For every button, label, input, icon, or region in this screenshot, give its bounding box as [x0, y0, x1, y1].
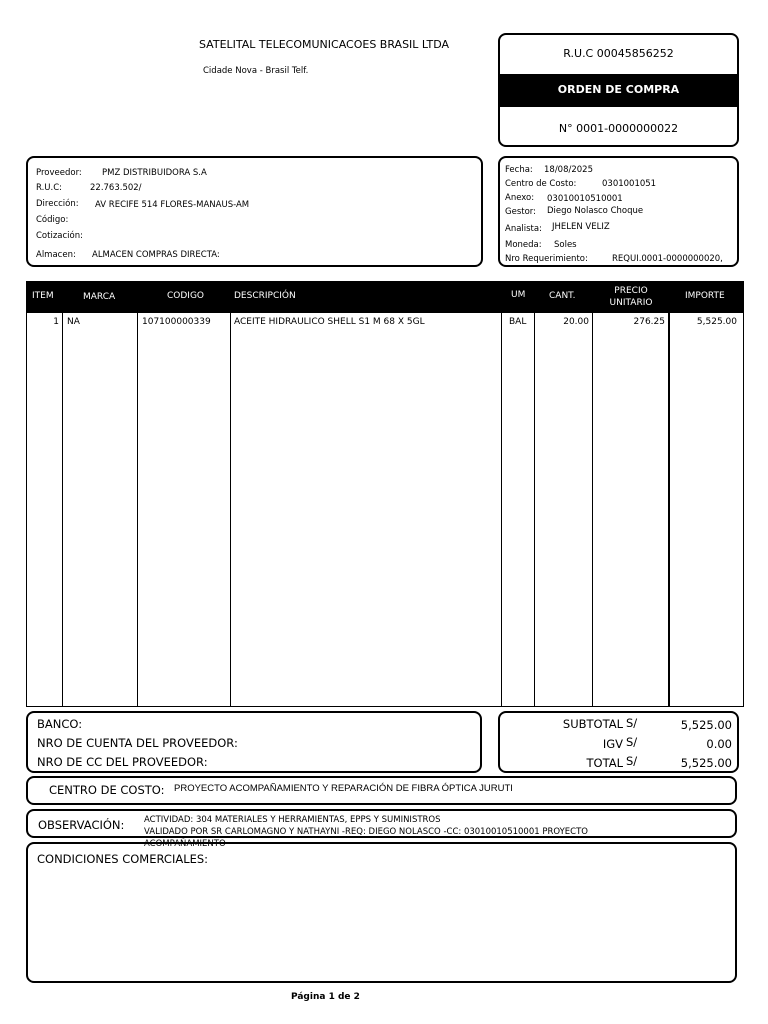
fecha-value: 18/08/2025 [544, 165, 593, 175]
cost-center-label: CENTRO DE COSTO: [49, 783, 165, 797]
items-table-header [27, 282, 743, 313]
igv-currency: S/ [626, 735, 638, 749]
total-currency: S/ [626, 754, 638, 768]
proveedor-value: PMZ DISTRIBUIDORA S.A [102, 168, 207, 178]
order-header-box [498, 33, 739, 147]
total-label: TOTAL [586, 756, 623, 770]
company-ruc: R.U.C 00045856252 [563, 47, 674, 60]
observation-line-3: ACOMPAÑAMIENTO [144, 839, 226, 849]
totals-box [498, 711, 739, 773]
cost-center-box [26, 776, 737, 805]
page-number: Página 1 de 2 [291, 992, 360, 1002]
centro-costo-value: 0301001051 [602, 179, 657, 189]
subtotal-value: 5,525.00 [680, 718, 732, 732]
subtotal-currency: S/ [626, 716, 638, 730]
col-divider [592, 313, 593, 706]
bank-box [26, 711, 482, 773]
banco-label: BANCO: [37, 717, 83, 731]
observation-label: OBSERVACIÓN: [38, 818, 125, 832]
header-precio-line2: UNITARIO [609, 298, 653, 308]
codigo-label: Código: [36, 215, 69, 225]
row-codigo: 107100000339 [142, 317, 211, 327]
header-codigo: CODIGO [167, 291, 205, 301]
header-descripcion: DESCRIPCIÓN [234, 291, 296, 301]
header-cant: CANT. [549, 291, 576, 301]
igv-value: 0.00 [706, 737, 732, 751]
gestor-value: Diego Nolasco Choque [547, 206, 644, 216]
supplier-box [26, 156, 483, 267]
supplier-ruc-label: R.U.C: [36, 183, 63, 193]
row-item: 1 [53, 317, 59, 327]
conditions-box [26, 842, 737, 983]
col-divider [534, 313, 535, 706]
moneda-value: Soles [554, 240, 577, 250]
supplier-ruc-value: 22.763.502/ [90, 183, 142, 193]
header-importe: IMPORTE [685, 291, 725, 301]
requerimiento-value: REQUI.0001-0000000020, [612, 254, 723, 264]
col-divider [668, 313, 670, 706]
analista-label: Analista: [505, 224, 542, 234]
anexo-label: Anexo: [505, 193, 535, 203]
col-divider [230, 313, 231, 706]
header-precio [595, 285, 667, 309]
cost-center-value: PROYECTO ACOMPAÑAMIENTO Y REPARACIÓN DE FIBRA ÓPTICA JURUTI [174, 783, 513, 794]
cuenta-label: NRO DE CUENTA DEL PROVEEDOR: [37, 736, 238, 750]
doc-number: N° 0001-0000000022 [558, 122, 679, 135]
row-descripcion: ACEITE HIDRAULICO SHELL S1 M 68 X 5GL [234, 317, 425, 327]
direccion-label: Dirección: [36, 199, 79, 209]
header-um: UM [511, 290, 526, 300]
row-precio: 276.25 [633, 317, 665, 327]
doc-type-band [500, 74, 737, 107]
requerimiento-label: Nro Requerimiento: [505, 254, 588, 264]
company-address: Cidade Nova - Brasil Telf. [203, 66, 309, 76]
header-marca: MARCA [83, 292, 116, 302]
order-info-box [498, 156, 739, 267]
row-marca: NA [67, 317, 80, 327]
proveedor-label: Proveedor: [36, 168, 82, 178]
row-importe: 5,525.00 [696, 317, 737, 327]
header-item: ITEM [32, 291, 54, 301]
direccion-value: AV RECIFE 514 FLORES-MANAUS-AM [95, 200, 250, 210]
anexo-value: 03010010510001 [547, 194, 623, 204]
cotizacion-label: Cotización: [36, 231, 83, 241]
cc-label: NRO DE CC DEL PROVEEDOR: [37, 755, 208, 769]
observation-line-2: VALIDADO POR SR CARLOMAGNO Y NATHAYNI -REQ: DIEGO NOLASCO -CC: 03010010510001 PROYECTO [144, 827, 588, 837]
igv-label: IGV [602, 737, 623, 751]
analista-value: JHELEN VELIZ [552, 222, 610, 232]
gestor-label: Gestor: [505, 207, 536, 217]
doc-type: ORDEN DE COMPRA [557, 83, 680, 96]
moneda-label: Moneda: [505, 240, 542, 250]
header-precio-line1: PRECIO [614, 286, 648, 296]
subtotal-label: SUBTOTAL [562, 717, 623, 731]
observation-line-1: ACTIVIDAD: 304 MATERIALES Y HERRAMIENTAS, EPPS Y SUMINISTROS [144, 815, 441, 825]
col-divider [62, 313, 63, 706]
centro-costo-label: Centro de Costo: [505, 179, 577, 189]
total-value: 5,525.00 [680, 756, 732, 770]
items-table [26, 281, 744, 707]
col-divider [501, 313, 502, 706]
fecha-label: Fecha: [505, 165, 533, 175]
col-divider [137, 313, 138, 706]
almacen-value: ALMACEN COMPRAS DIRECTA: [92, 250, 220, 260]
company-name: SATELITAL TELECOMUNICACOES BRASIL LTDA [199, 38, 450, 51]
conditions-label: CONDICIONES COMERCIALES: [37, 852, 209, 866]
almacen-label: Almacen: [36, 250, 76, 260]
row-cant: 20.00 [563, 317, 589, 327]
row-um: BAL [509, 317, 527, 327]
